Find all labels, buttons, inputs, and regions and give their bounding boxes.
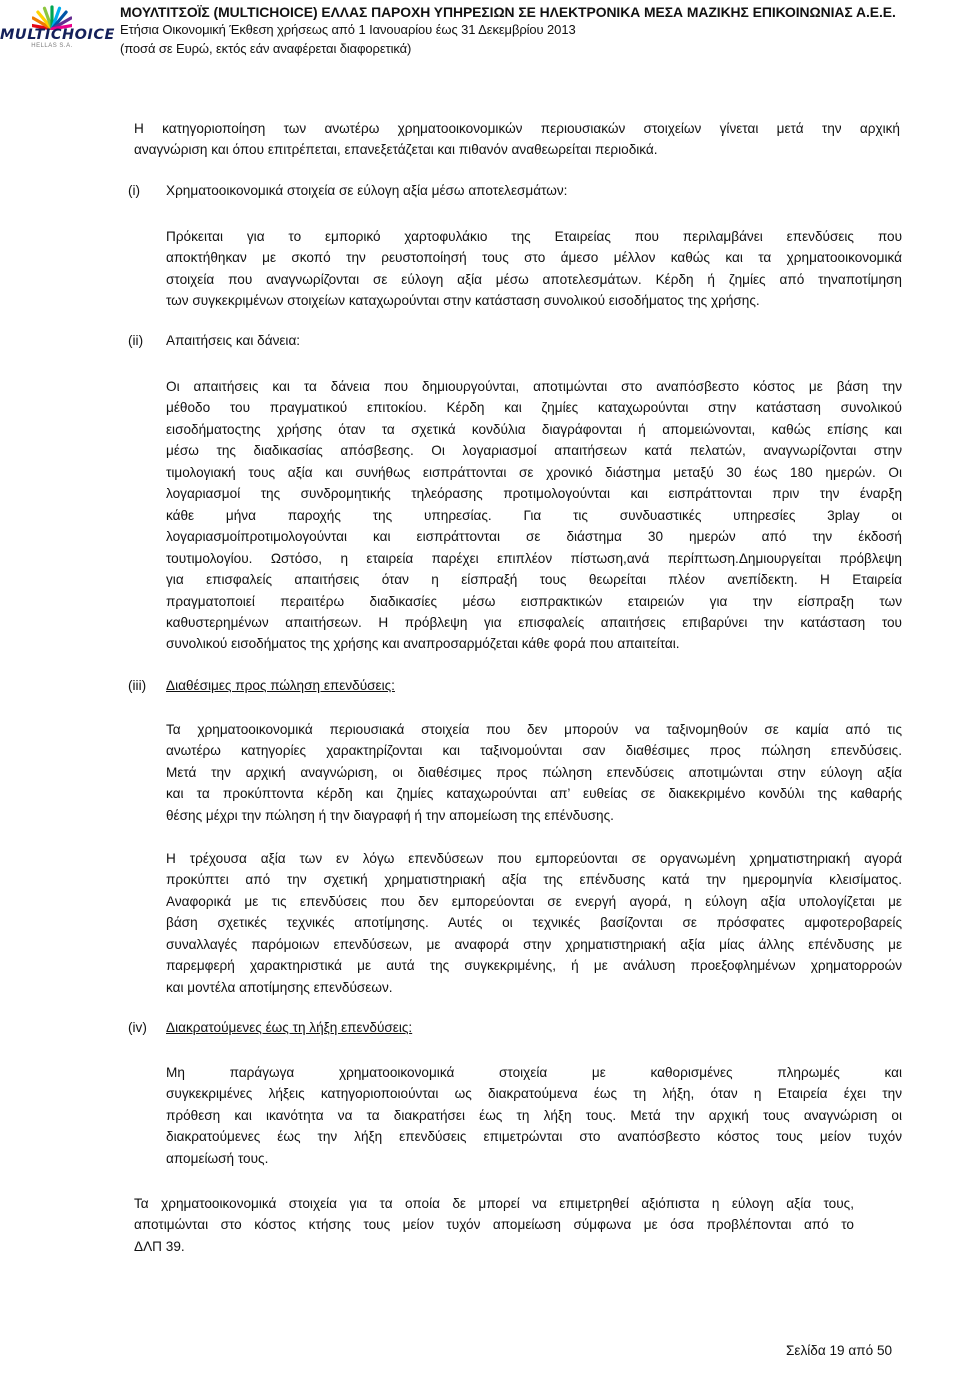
text-line: μέσω της διαδικασίας απόσβεσης. Οι λογαριασμοί απαιτήσεων κατά πελατών, αναγνωρίζονται στην bbox=[166, 443, 902, 459]
text-line: τιμολογιακή τους αξία και συνήθως εισπράττονται σε χρονικό διάστημα μεταξύ 30 έως 180 ημερών. Οι bbox=[166, 464, 902, 480]
multichoice-logo bbox=[0, 0, 115, 52]
text-line: Οι απαιτήσεις και τα δάνεια που δημιουργούνται, αποτιμώνται στο αναπόσβεστο κόστος με βάση την bbox=[166, 379, 902, 394]
text-line: συναλλαγές παρόμοιων επενδύσεων, με αναφορά στην χρηματιστηριακή αξία μίας άλλης επένδυσης με bbox=[166, 936, 902, 952]
text-line: Τα χρηματοοικονομικά περιουσιακά στοιχεία που δεν μπορούν να ταξινομηθούν σε καμία από τις bbox=[166, 722, 902, 737]
section-ii-paragraph bbox=[166, 376, 902, 655]
text-line: Τα χρηματοοικονομικά στοιχεία για τα οποία δε μπορεί να επιμετρηθεί αξιόπιστα η εύλογη αξία τους, bbox=[134, 1196, 854, 1211]
text-line: συγκεκριμένες λήξεις κατηγοριοποιούνται ως διακρατούμενα έως τη λήξη, όταν η Εταιρεία έχει την bbox=[166, 1086, 902, 1102]
text-line: θέσης μέχρι την πώληση ή την διαγραφή ή την απομείωση της επένδυσης. bbox=[166, 807, 614, 823]
text-line: τουτιμολογίου. Ωστόσο, η εταιρεία παρέχει επιπλέον πίστωση,ανά περίπτωση.Δημιουργείται πρόβλεψη bbox=[166, 550, 902, 566]
intro-paragraph bbox=[134, 118, 900, 161]
text-line: αποτιμώνται στο κόστος κτήσης τους μείον τυχόν απομείωση σύμφωνα με όσα προβλέπονται από το bbox=[134, 1217, 854, 1233]
text-line: των συγκεκριμένων στοιχείων καταχωρούνται στην κατάσταση συνολικού εισοδήματος της χρήσης. bbox=[166, 293, 760, 309]
text-line: κάθε μήνα παροχής της υπηρεσίας. Για τις συνδυαστικές υπηρεσίες 3play οι bbox=[166, 507, 902, 523]
text-line: Η κατηγοριοποίηση των ανωτέρω χρηματοοικονομικών περιουσιακών στοιχείων γίνεται μετά την αρχική bbox=[134, 121, 900, 136]
section-i-paragraph bbox=[166, 226, 902, 312]
text-line: Μη παράγωγα χρηματοοικονομικά στοιχεία με καθορισμένες πληρωμές και bbox=[166, 1065, 902, 1080]
text-line: εισοδήματοςτης χρήσης όταν τα σχετικά κονδύλια διαγράφονται ή απομειώνονται, καθώς επίσης και bbox=[166, 421, 902, 437]
text-line: λογαριασμοίπροτιμολογούνται και εισπράττονται σε διάστημα 30 ημερών από την έκδοσή bbox=[166, 529, 902, 545]
text-line: λογαριασμοί της συνδρομητικής τηλεόρασης προτιμολογούνται και εισπράττονται πριν την έναρξη bbox=[166, 486, 902, 502]
section-marker-iii: (iii) bbox=[128, 678, 147, 693]
text-line: ΔΛΠ 39. bbox=[134, 1238, 185, 1254]
document-subtitle: Ετήσια Οικονομική Έκθεση χρήσεως από 1 Ιανουαρίου έως 31 Δεκεμβρίου 2013 bbox=[120, 22, 576, 37]
text-line: στοιχεία που αναγνωρίζονται σε εύλογη αξία μέσω αποτελεσμάτων. Κέρδη ή ζημίες από τηναποτίμηση bbox=[166, 271, 902, 287]
section-iii-paragraph-1 bbox=[166, 719, 902, 826]
closing-paragraph bbox=[134, 1193, 854, 1257]
logo-fan-icon bbox=[32, 2, 72, 30]
text-line: μέθοδο του πραγματικού επιτοκίου. Κέρδη και ζημίες καταχωρούνται στην κατάσταση συνολικού bbox=[166, 400, 902, 416]
text-line: και μοντέλα αποτίμησης επενδύσεων. bbox=[166, 979, 393, 995]
text-line: για επισφαλείς απαιτήσεις όταν η είσπραξή τους θεωρείται πλέον ανεπίδεκτη. Η Εταιρεία bbox=[166, 572, 902, 588]
section-heading-ii: Απαιτήσεις και δάνεια: bbox=[166, 333, 301, 348]
text-line: ανωτέρω κατηγορίες χαρακτηρίζονται και ταξινομούνται σαν διαθέσιμες προς πώληση επενδύσεις. bbox=[166, 743, 902, 759]
section-iv-paragraph bbox=[166, 1062, 902, 1169]
section-marker-ii: (ii) bbox=[128, 333, 144, 348]
page-number: Σελίδα 19 από 50 bbox=[786, 1343, 893, 1358]
text-line: Μετά την αρχική αναγνώριση, οι διαθέσιμες προς πώληση επενδύσεις αποτιμώνται στην εύλογη αξία bbox=[166, 764, 902, 780]
text-line: καθυστερημένων απαιτήσεων. Η πρόβλεψη για επισφαλείς απαιτήσεις επιβαρύνει την κατάσταση του bbox=[166, 614, 902, 630]
text-line: διακρατούμενες έως την λήξη επενδύσεις επιμετρώνται στο αναπόσβεστο κόστος τους μείον τυχόν bbox=[166, 1129, 902, 1145]
text-line: αποκτήθηκαν με σκοπό την ρευστοποίησή τους στο άμεσο μέλλον καθώς και τα χρηματοοικονομικά bbox=[166, 250, 902, 266]
text-line: παρεμφερή χαρακτηριστικά με αυτά της συγκεκριμένης, ή με ανάλυση προεξοφλημένων χρηματορροών bbox=[166, 958, 902, 974]
document-title: ΜΟΥΛΤΙΤΣΟΪΣ (MULTICHOICE) ΕΛΛΑΣ ΠΑΡΟΧΗ ΥΠΗΡΕΣΙΩΝ ΣΕ ΗΛΕΚΤΡΟΝΙΚΑ ΜΕΣΑ ΜΑΖΙΚΗΣ ΕΠΙΚΟΙΝΩΝΙΑΣ Α.Ε.Ε. bbox=[120, 4, 896, 20]
logo-wordmark: MULTICHOICE bbox=[0, 27, 115, 43]
section-heading-i: Χρηματοοικονομικά στοιχεία σε εύλογη αξία μέσω αποτελεσμάτων: bbox=[166, 183, 568, 198]
section-iii-paragraph-2 bbox=[166, 848, 902, 998]
section-heading-iv: Διακρατούμενες έως τη λήξη επενδύσεις: bbox=[166, 1020, 413, 1035]
text-line: Αναφορικά με τις επενδύσεις που δεν εμπορεύονται σε ενεργή αγορά, η εύλογη αξία υπολογίζεται με bbox=[166, 893, 902, 909]
text-line: απομείωσή τους. bbox=[166, 1150, 269, 1166]
text-line: αναγνώριση και όπου επιτρέπεται, επανεξετάζεται και πιθανόν αναθεωρείται περιοδικά. bbox=[134, 142, 658, 158]
section-marker-i: (i) bbox=[128, 183, 141, 198]
text-line: πρόθεση και ικανότητα να τα διακρατήσει έως τη λήξη τους. Μετά την αρχική τους αναγνώριση οι bbox=[166, 1107, 902, 1123]
page-header bbox=[0, 0, 960, 70]
text-line: βάση σχετικές τεχνικές αποτίμησης. Αυτές οι τεχνικές βασίζονται σε πρόσφατες αμφοτεροβαρείς bbox=[166, 915, 902, 931]
text-line: συνολικού εισοδήματος της χρήσης και αναπροσαρμόζεται κάθε φορά που απαιτείται. bbox=[166, 636, 680, 652]
text-line: Η τρέχουσα αξία των εν λόγω επενδύσεων που εμπορεύονται σε οργανωμένη χρηματιστηριακή αγορά bbox=[166, 851, 902, 866]
text-line: προκύπτει από την σχετική χρηματιστηριακή αξία της επένδυσης κατά την ημερομηνία κλεισίματος. bbox=[166, 872, 902, 888]
text-line: Πρόκειται για το εμπορικό χαρτοφυλάκιο της Εταιρείας που περιλαμβάνει επενδύσεις που bbox=[166, 229, 902, 244]
text-line: πραγματοποιεί περαιτέρω διαδικασίες μέσω εισπρακτικών εταιρειών για την είσπραξη των bbox=[166, 593, 902, 609]
text-line: και τα προκύπτοντα κέρδη και ζημίες καταχωρούνται απ’ ευθείας σε διακεκριμένο κονδύλι της καθαρής bbox=[166, 786, 902, 802]
logo-subtext: HELLAS S.A. bbox=[31, 43, 73, 49]
section-heading-iii: Διαθέσιμες προς πώληση επενδύσεις: bbox=[166, 678, 395, 693]
currency-note: (ποσά σε Ευρώ, εκτός εάν αναφέρεται διαφορετικά) bbox=[120, 41, 412, 56]
section-marker-iv: (iv) bbox=[128, 1020, 147, 1035]
